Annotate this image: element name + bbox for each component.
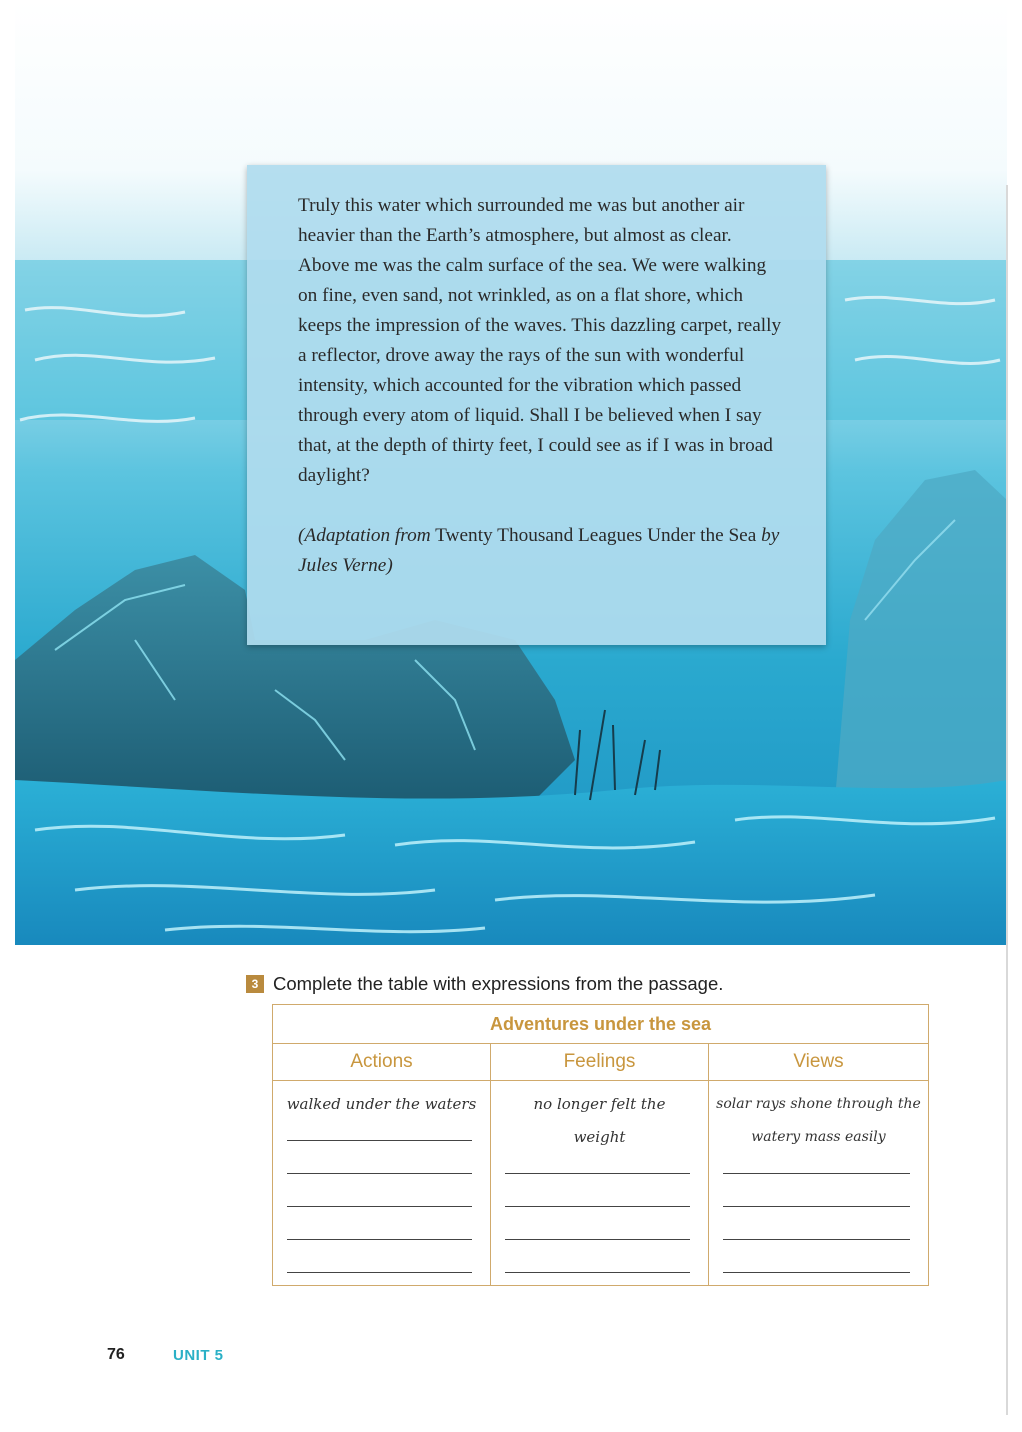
unit-label: UNIT 5 bbox=[173, 1347, 224, 1364]
write-line bbox=[505, 1239, 690, 1240]
task-instruction: Complete the table with expressions from the passage. bbox=[273, 973, 724, 994]
views-cell[interactable] bbox=[709, 1081, 929, 1286]
write-line bbox=[287, 1140, 472, 1141]
feelings-answer: no longer felt the weight bbox=[533, 1095, 666, 1146]
passage-box bbox=[247, 165, 826, 645]
actions-answer: walked under the waters bbox=[286, 1095, 477, 1113]
source-title: Twenty Thousand Leagues Under the Sea bbox=[435, 525, 757, 546]
task-heading bbox=[246, 972, 723, 996]
write-line bbox=[723, 1173, 910, 1174]
write-line bbox=[287, 1239, 472, 1240]
adventures-table bbox=[272, 1004, 929, 1286]
actions-cell[interactable] bbox=[273, 1081, 491, 1286]
views-answer: solar rays shone through the watery mass easily bbox=[716, 1096, 921, 1145]
write-line bbox=[723, 1206, 910, 1207]
source-prefix: (Adaptation from bbox=[298, 525, 431, 546]
write-line bbox=[505, 1173, 690, 1174]
write-line bbox=[505, 1272, 690, 1273]
task-number-badge: 3 bbox=[246, 975, 264, 993]
write-line bbox=[505, 1206, 690, 1207]
write-line bbox=[287, 1173, 472, 1174]
source-suffix: by Jules Verne) bbox=[298, 525, 780, 576]
column-header-feelings: Feelings bbox=[491, 1044, 709, 1081]
column-header-views: Views bbox=[709, 1044, 929, 1081]
write-line bbox=[287, 1272, 472, 1273]
page-number: 76 bbox=[107, 1346, 125, 1363]
passage-source bbox=[298, 521, 786, 581]
feelings-cell[interactable] bbox=[491, 1081, 709, 1286]
page-edge-rule bbox=[1006, 185, 1008, 1415]
write-line bbox=[723, 1239, 910, 1240]
passage-body: Truly this water which surrounded me was but another air heavier than the Earth’s atmosphere, but almost as clear. Above me was the calm surface of the sea. We were walking on fine, even sand, not wrinkled, as on a flat shore, which keeps the impression of the waves. This dazzling carpet, really a reflector, drove away the rays of the sun with wonderful intensity, which accounted for the vibration which passed through every atom of liquid. Shall I be believed when I say that, at the depth of thirty feet, I could see as if I was in broad daylight? bbox=[298, 195, 782, 486]
write-line bbox=[287, 1206, 472, 1207]
write-line bbox=[723, 1272, 910, 1273]
table-title: Adventures under the sea bbox=[273, 1005, 929, 1044]
column-header-actions: Actions bbox=[273, 1044, 491, 1081]
